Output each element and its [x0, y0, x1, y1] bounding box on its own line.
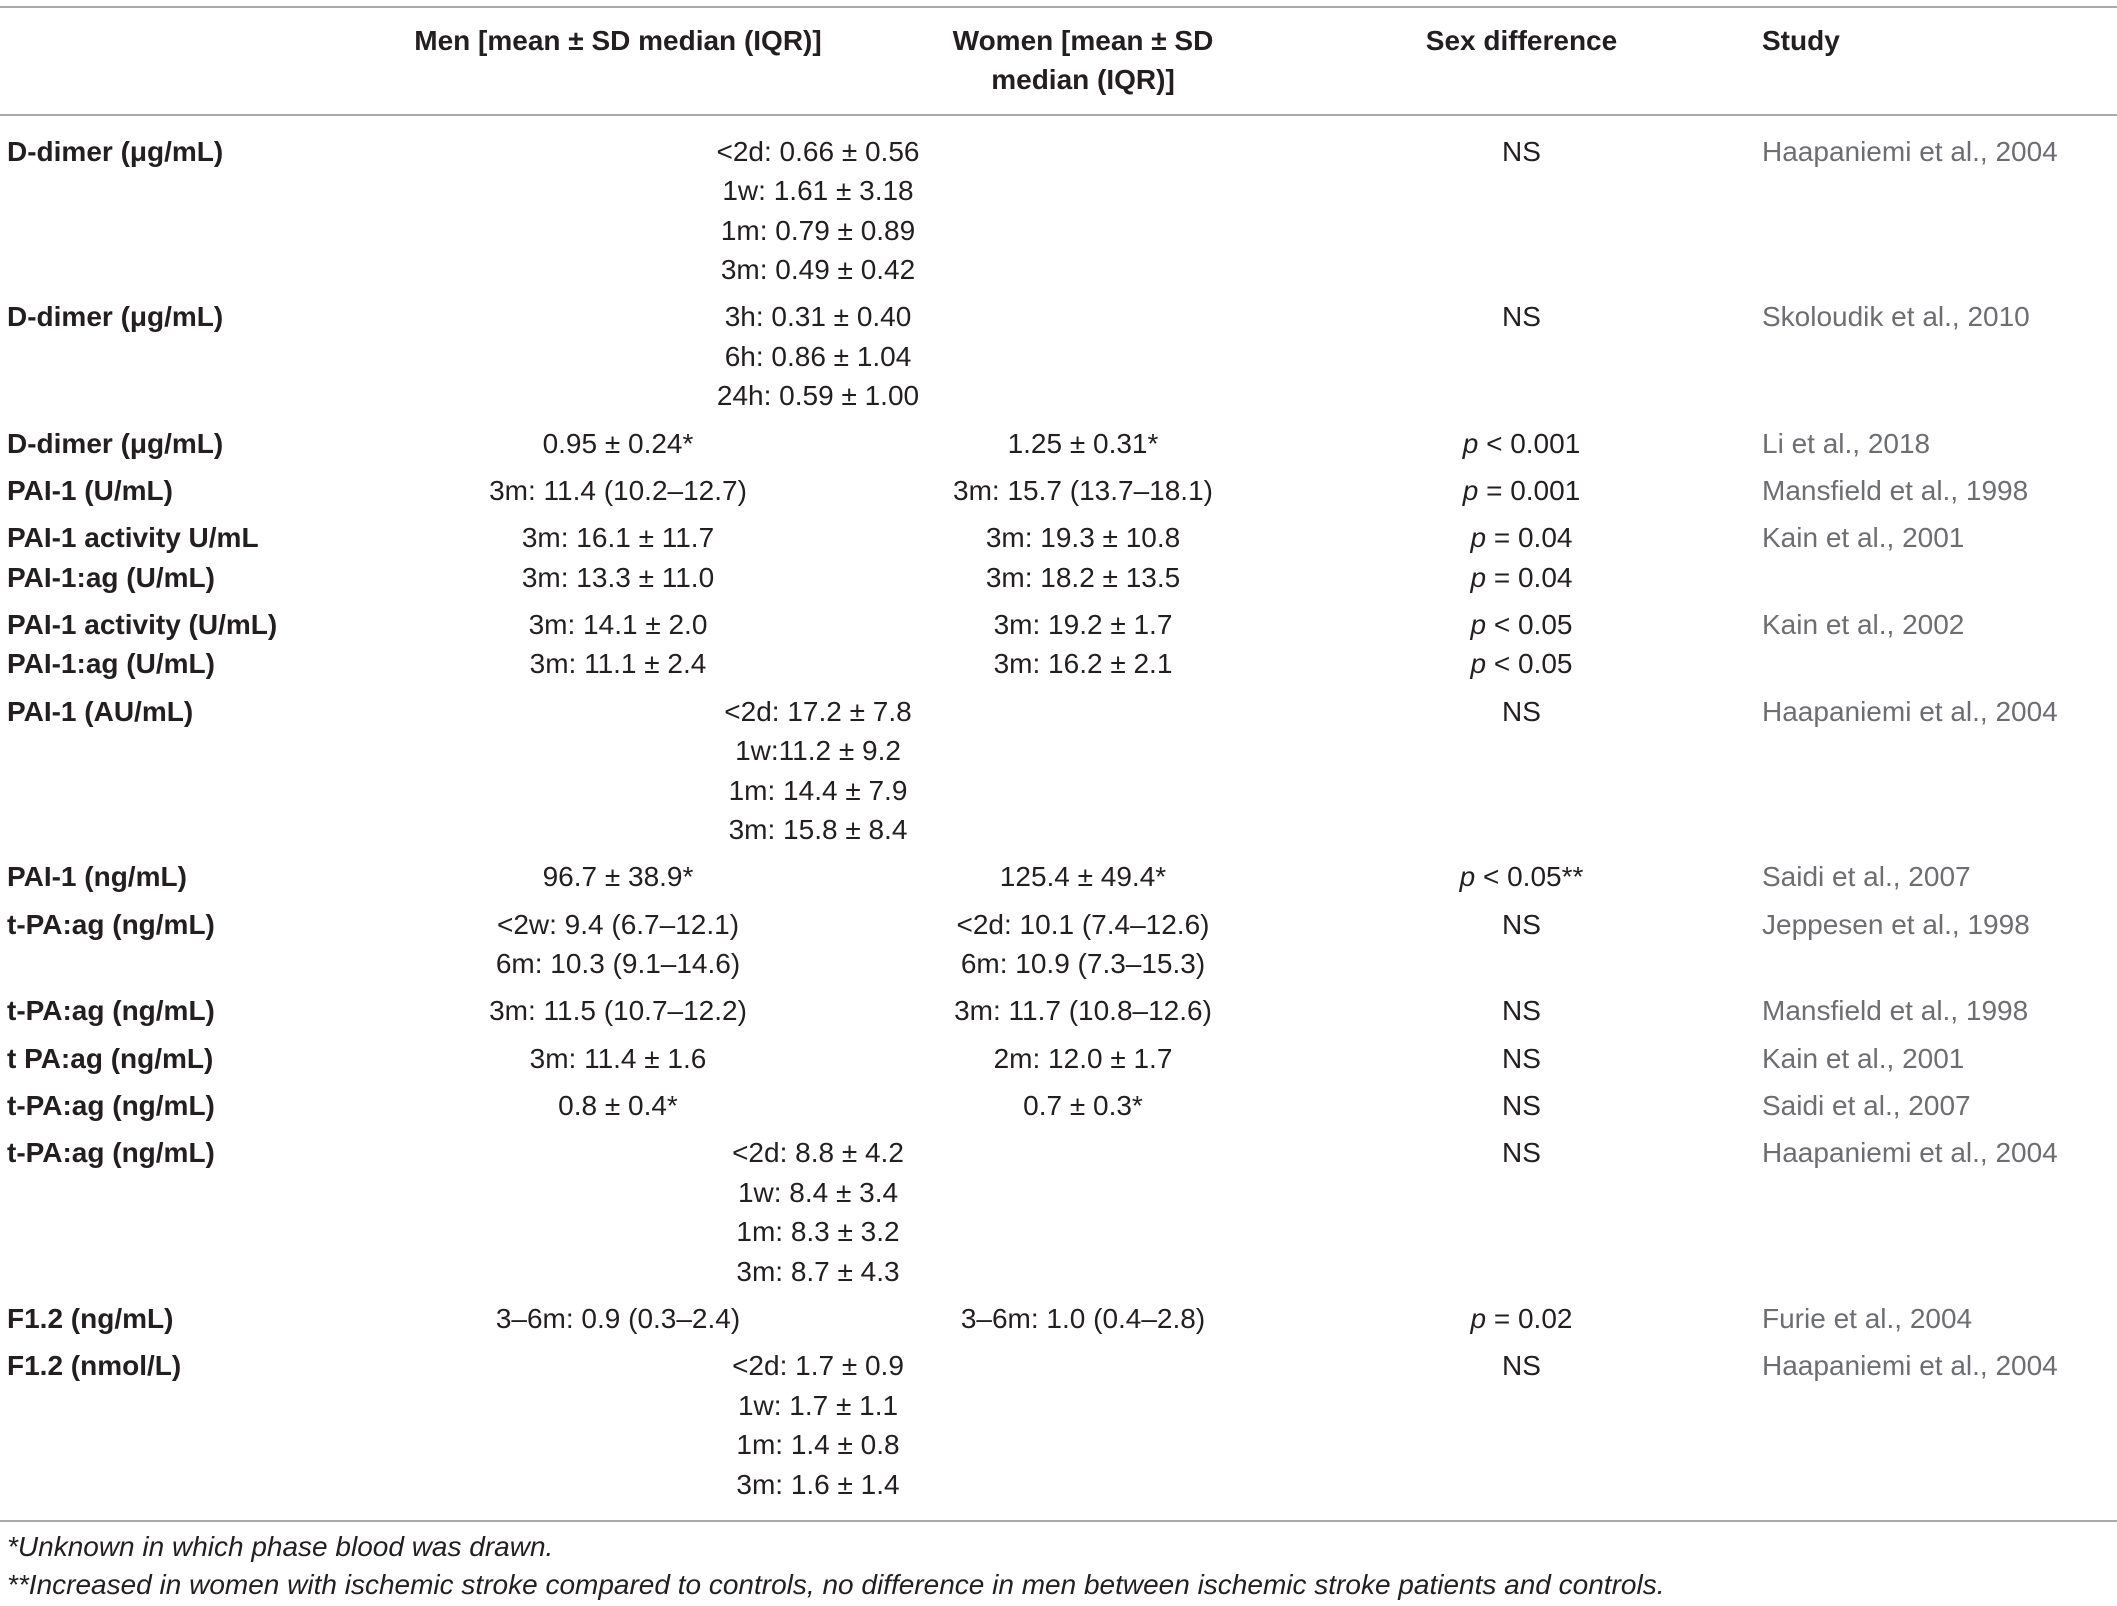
combined-value-line: 3h: 0.31 ± 0.40	[724, 301, 912, 333]
header-rule	[0, 114, 2117, 116]
men-value-line: 3m: 11.4 (10.2–12.7)	[489, 474, 747, 506]
men-value-line: 3m: 11.4 ± 1.6	[529, 1042, 707, 1074]
row-label-line: D-dimer (μg/mL)	[7, 427, 224, 459]
row-label-line: t-PA:ag (ng/mL)	[7, 1089, 215, 1121]
women-value-line: 6m: 10.9 (7.3–15.3)	[960, 948, 1206, 979]
study-citation-link[interactable]: Kain et al., 2001	[1762, 522, 1965, 553]
sex-difference-value	[1330, 424, 1713, 464]
row-label	[0, 297, 400, 416]
sex-difference-value-line: p = 0.001	[1462, 474, 1581, 506]
table-row	[0, 1299, 2117, 1346]
row-label	[0, 424, 400, 464]
sex-difference-value-line: p = 0.04	[1470, 561, 1573, 593]
women-value	[836, 471, 1330, 511]
combined-value-line: 1m: 8.3 ± 3.2	[736, 1216, 900, 1247]
row-label	[0, 692, 400, 850]
row-label	[0, 857, 400, 897]
combined-value-line: 1w: 1.61 ± 3.18	[722, 175, 914, 206]
study-citation-link[interactable]: Mansfield et al., 1998	[1762, 995, 2029, 1027]
women-value	[836, 605, 1330, 684]
women-value	[836, 905, 1330, 984]
study-citation-link[interactable]: Skoloudik et al., 2010	[1762, 301, 2030, 333]
sex-difference-value	[1330, 1346, 1713, 1504]
combined-value-line: 1w:11.2 ± 9.2	[735, 735, 901, 766]
table-row	[0, 1346, 2117, 1512]
sex-difference-value-line: p = 0.04	[1470, 522, 1573, 553]
women-value	[836, 424, 1330, 464]
combined-value	[400, 692, 1330, 850]
sex-difference-value-line: p = 0.02	[1470, 1302, 1573, 1334]
combined-value-line: <2d: 0.66 ± 0.56	[716, 135, 920, 167]
sex-difference-value	[1330, 471, 1713, 511]
sex-difference-value-line: NS	[1502, 1350, 1541, 1381]
sex-difference-value	[1330, 905, 1713, 984]
study-citation-link[interactable]: Li et al., 2018	[1762, 427, 1931, 459]
row-label-line: D-dimer (μg/mL)	[7, 135, 224, 167]
table-row	[0, 1086, 2117, 1133]
combined-value	[400, 1346, 1330, 1504]
combined-value	[400, 297, 1330, 416]
sex-difference-value	[1330, 518, 1713, 597]
sex-difference-value-line: p < 0.001	[1462, 427, 1581, 459]
men-value	[400, 471, 836, 511]
combined-value-line: 3m: 0.49 ± 0.42	[720, 254, 916, 285]
row-label	[0, 605, 400, 684]
table-row	[0, 905, 2117, 992]
study-citation-link[interactable]: Saidi et al., 2007	[1762, 861, 1971, 893]
combined-value-line: 6h: 0.86 ± 1.04	[724, 340, 912, 372]
sex-difference-value-line: NS	[1502, 1137, 1541, 1168]
sex-difference-value	[1330, 1039, 1713, 1079]
women-value-line: 1.25 ± 0.31*	[1007, 427, 1159, 459]
row-label	[0, 1299, 400, 1339]
table-row	[0, 471, 2117, 518]
men-value	[400, 424, 836, 464]
men-value-line: 3m: 11.1 ± 2.4	[529, 648, 707, 680]
sex-difference-value-line: NS	[1502, 1089, 1541, 1121]
table-row	[0, 692, 2117, 858]
combined-value-line: 3m: 8.7 ± 4.3	[736, 1255, 900, 1287]
combined-value-line: 1w: 1.7 ± 1.1	[737, 1389, 899, 1421]
sex-difference-value	[1330, 297, 1713, 416]
combined-value-line: <2d: 17.2 ± 7.8	[724, 695, 912, 727]
sex-difference-value-line: NS	[1502, 908, 1541, 940]
men-value-line: 3–6m: 0.9 (0.3–2.4)	[495, 1302, 741, 1334]
women-value-line: 2m: 12.0 ± 1.7	[993, 1042, 1173, 1074]
men-value	[400, 1039, 836, 1079]
sex-difference-value	[1330, 605, 1713, 684]
table-row	[0, 132, 2117, 298]
men-value	[400, 605, 836, 684]
column-header-women-line: Women [mean ± SD	[952, 24, 1214, 56]
row-label-line: PAI-1:ag (U/mL)	[7, 648, 215, 680]
women-value	[836, 1086, 1330, 1126]
row-label	[0, 1039, 400, 1079]
study-citation-link[interactable]: Haapaniemi et al., 2004	[1762, 135, 2058, 167]
combined-value-line: 24h: 0.59 ± 1.00	[716, 380, 920, 412]
row-label-line: PAI-1:ag (U/mL)	[7, 561, 215, 593]
row-label-line: PAI-1 activity U/mL	[7, 522, 259, 553]
study-citation-link[interactable]: Haapaniemi et al., 2004	[1762, 1137, 2058, 1168]
sex-difference-value-line: p < 0.05**	[1459, 861, 1584, 893]
study-citation-link[interactable]: Haapaniemi et al., 2004	[1762, 695, 2058, 727]
column-header-study: Study	[1762, 24, 1840, 56]
table-footnotes	[7, 1528, 1664, 1604]
row-label	[0, 1346, 400, 1504]
men-value	[400, 991, 836, 1031]
women-value-line: <2d: 10.1 (7.4–12.6)	[956, 908, 1210, 940]
study-citation-link[interactable]: Kain et al., 2002	[1762, 608, 1965, 640]
sex-difference-value	[1330, 991, 1713, 1031]
women-value	[836, 1299, 1330, 1339]
row-label	[0, 471, 400, 511]
table-row	[0, 424, 2117, 471]
combined-value-line: 3m: 15.8 ± 8.4	[728, 814, 908, 845]
sex-difference-value	[1330, 1299, 1713, 1339]
women-value	[836, 991, 1330, 1031]
sex-difference-value-line: p < 0.05	[1470, 648, 1573, 680]
sex-difference-value-line: p < 0.05	[1470, 608, 1573, 640]
men-value	[400, 857, 836, 897]
sex-difference-value-line: NS	[1502, 301, 1541, 333]
footnote: *Unknown in which phase blood was drawn.	[7, 1531, 554, 1562]
women-value-line: 3–6m: 1.0 (0.4–2.8)	[960, 1302, 1206, 1334]
women-value	[836, 857, 1330, 897]
table-row	[0, 518, 2117, 605]
sex-difference-value	[1330, 1086, 1713, 1126]
combined-value	[400, 1133, 1330, 1291]
men-value-line: 6m: 10.3 (9.1–14.6)	[495, 948, 741, 979]
men-value-line: 0.95 ± 0.24*	[542, 427, 694, 459]
study-citation-link[interactable]: Kain et al., 2001	[1762, 1042, 1965, 1074]
row-label	[0, 518, 400, 597]
combined-value-line: <2d: 1.7 ± 0.9	[732, 1350, 904, 1381]
row-label	[0, 991, 400, 1031]
men-value	[400, 518, 836, 597]
row-label	[0, 905, 400, 984]
women-value-line: 3m: 15.7 (13.7–18.1)	[953, 474, 1213, 506]
row-label-line: t PA:ag (ng/mL)	[7, 1042, 214, 1074]
row-label-line: PAI-1 activity (U/mL)	[7, 608, 278, 640]
footnote: **Increased in women with ischemic stroke compared to controls, no difference in men between ischemic stroke patients and controls.	[7, 1569, 1665, 1600]
column-header-women-line: median (IQR)]	[991, 64, 1175, 96]
row-label	[0, 1086, 400, 1126]
table-row	[0, 605, 2117, 692]
combined-value-line: 1m: 14.4 ± 7.9	[728, 774, 908, 806]
table-bottom-rule	[0, 1520, 2117, 1522]
men-value-line: 3m: 13.3 ± 11.0	[521, 561, 715, 593]
sex-difference-value-line: NS	[1502, 1042, 1541, 1074]
sex-difference-value	[1330, 857, 1713, 897]
table-header	[0, 21, 2117, 100]
women-value	[836, 1039, 1330, 1079]
combined-value-line: 1m: 1.4 ± 0.8	[736, 1429, 900, 1460]
study-citation-link[interactable]: Haapaniemi et al., 2004	[1762, 1350, 2058, 1381]
table-row	[0, 1133, 2117, 1299]
sex-difference-value	[1330, 692, 1713, 850]
study-citation-link[interactable]: Furie et al., 2004	[1762, 1302, 1973, 1334]
row-label-line: PAI-1 (AU/mL)	[7, 695, 194, 727]
study-citation-link[interactable]: Saidi et al., 2007	[1762, 1089, 1971, 1121]
women-value-line: 3m: 11.7 (10.8–12.6)	[954, 995, 1212, 1027]
sex-difference-value-line: NS	[1502, 135, 1541, 167]
row-label	[0, 1133, 400, 1291]
sex-difference-value	[1330, 1133, 1713, 1291]
row-label-line: t-PA:ag (ng/mL)	[7, 995, 215, 1027]
column-header-women	[836, 21, 1330, 100]
column-header-men: Men [mean ± SD median (IQR)]	[414, 24, 822, 56]
row-label-line: t-PA:ag (ng/mL)	[7, 1137, 215, 1168]
combined-value	[400, 132, 1330, 290]
table-row	[0, 297, 2117, 423]
women-value	[836, 518, 1330, 597]
men-value	[400, 1299, 836, 1339]
row-label-line: F1.2 (ng/mL)	[7, 1302, 174, 1334]
row-label-line: D-dimer (μg/mL)	[7, 301, 224, 333]
column-header-sex-difference: Sex difference	[1425, 24, 1618, 56]
combined-value-line: 1m: 0.79 ± 0.89	[720, 214, 916, 246]
women-value-line: 125.4 ± 49.4*	[999, 861, 1167, 893]
sex-difference-value-line: NS	[1502, 695, 1541, 727]
combined-value-line: 3m: 1.6 ± 1.4	[736, 1468, 900, 1500]
men-value-line: 0.8 ± 0.4*	[558, 1089, 678, 1121]
row-label-line: F1.2 (nmol/L)	[7, 1350, 182, 1381]
women-value-line: 3m: 19.3 ± 10.8	[985, 522, 1181, 553]
men-value-line: 3m: 14.1 ± 2.0	[528, 608, 708, 640]
row-label-line: PAI-1 (ng/mL)	[7, 861, 187, 893]
women-value-line: 3m: 18.2 ± 13.5	[985, 561, 1181, 593]
women-value-line: 3m: 19.2 ± 1.7	[993, 608, 1173, 640]
table-row	[0, 857, 2117, 904]
header-row	[0, 21, 2117, 100]
women-value-line: 3m: 16.2 ± 2.1	[993, 648, 1173, 680]
table-row	[0, 1039, 2117, 1086]
men-value	[400, 905, 836, 984]
combined-value-line: 1w: 8.4 ± 3.4	[737, 1176, 899, 1208]
row-label	[0, 132, 400, 290]
sex-difference-value	[1330, 132, 1713, 290]
row-label-line: t-PA:ag (ng/mL)	[7, 908, 215, 940]
men-value-line: 96.7 ± 38.9*	[542, 861, 694, 893]
study-citation-link[interactable]: Mansfield et al., 1998	[1762, 474, 2029, 506]
row-label-line: PAI-1 (U/mL)	[7, 474, 173, 506]
men-value	[400, 1086, 836, 1126]
table-body	[0, 132, 2117, 1512]
sex-difference-value-line: NS	[1502, 995, 1541, 1027]
study-citation-link[interactable]: Jeppesen et al., 1998	[1762, 908, 2030, 940]
table-row	[0, 991, 2117, 1038]
table-top-rule	[0, 6, 2117, 8]
men-value-line: 3m: 16.1 ± 11.7	[521, 522, 715, 553]
men-value-line: <2w: 9.4 (6.7–12.1)	[496, 908, 740, 940]
men-value-line: 3m: 11.5 (10.7–12.2)	[489, 995, 747, 1027]
combined-value-line: <2d: 8.8 ± 4.2	[732, 1137, 904, 1168]
women-value-line: 0.7 ± 0.3*	[1023, 1089, 1143, 1121]
